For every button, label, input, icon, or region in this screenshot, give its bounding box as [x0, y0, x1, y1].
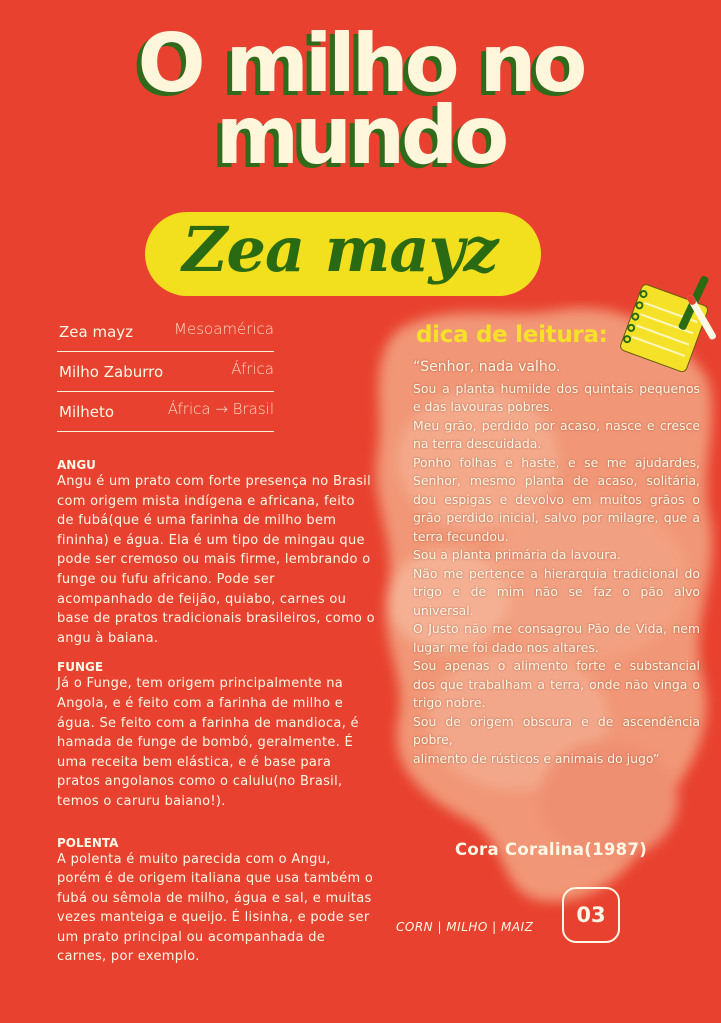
origin-label: África	[231, 360, 274, 378]
section-title-polenta: POLENTA	[57, 835, 119, 850]
section-body-polenta: A polenta é muito parecida com o Angu, porém é de origem italiana que usa também o fubá ou sêmola de milho, água e sal, e muitas vezes manteiga e queijo. É lisinha, e pode ser um prato principal ou acompanhada de carnes, por exemplo.	[57, 851, 374, 965]
poem-line: Ponho folhas e haste, e se me ajudardes, Senhor, mesmo planta de acaso, solitária, dou espigas e devolvo em muitos grãos o grão perdido inicial, salvo por milagre, que a terra fecundou.	[413, 454, 700, 544]
scientific-name: Zea mayz	[182, 213, 498, 286]
section-body-funge: Já o Funge, tem origem principalmente na Angola, e é feito com a farinha de milho e água. Se feito com a farinha de mandioca, é hamada de funge de bombó, geralmente. É uma receita bem elástica, e é base para pratos angolanos como o calulu(no Brasil, temos o caruru baiano!).	[57, 676, 359, 809]
title-line-2: mundo	[215, 89, 506, 182]
reading-tip-heading: dica de leitura:	[416, 322, 608, 348]
poem-line: Sou de origem obscura e de ascendência pobre,	[413, 713, 700, 747]
name-label: Milheto	[59, 403, 115, 421]
page-number: 03	[562, 887, 620, 943]
section-title-angu: ANGU	[57, 458, 96, 472]
footer-languages: CORN | MILHO | MAIZ	[396, 920, 534, 934]
poem-line: Não me pertence a hierarquia tradicional do trigo e de mim não se faz o pão alvo universal.	[413, 565, 700, 618]
poem-line: Meu grão, perdido por acaso, nasce e cresce na terra descuidada.	[413, 417, 700, 451]
poem-line: Sou a planta primária da lavoura.	[413, 547, 621, 562]
dish-sections	[57, 458, 375, 967]
origin-label: Mesoamérica	[174, 320, 274, 338]
name-row	[57, 312, 274, 352]
section-body-angu: Angu é um prato com forte presença no Brasil com origem mista indígena e africana, feito de fubá(que é uma farinha de milho bem fininha) e água. Ela é um tipo de mingau que pode ser cremoso ou mais firme, lembrando o funge ou fufu africano. Pode ser acompanhado de feijão, quiabo, carnes ou base de pratos tradicionais brasileiros, como o angu à baiana.	[57, 474, 375, 646]
poem-line: Sou apenas o alimento forte e substancial dos que trabalham a terra, onde não vinga o trigo nobre.	[413, 658, 700, 710]
poem-text	[413, 358, 700, 768]
name-row	[57, 352, 274, 392]
names-list	[57, 312, 274, 432]
name-label: Milho Zaburro	[59, 363, 164, 381]
section-title-funge: FUNGE	[57, 660, 104, 675]
name-row	[57, 392, 274, 432]
poem-author: Cora Coralina(1987)	[455, 840, 648, 859]
poem-line: O Justo não me consagrou Pão de Vida, nem lugar me foi dado nos altares.	[413, 621, 700, 655]
origin-label: África → Brasil	[167, 400, 274, 418]
page-title	[0, 17, 721, 182]
poem-line: “Senhor, nada valho.	[413, 359, 561, 375]
title-line-1: O milho no	[137, 17, 584, 110]
poem-line: Sou a planta humilde dos quintais pequenos e das lavouras pobres.	[413, 380, 700, 414]
poem-line: alimento de rústicos e animais do jugo”	[413, 750, 660, 766]
name-label: Zea mayz	[59, 323, 134, 341]
